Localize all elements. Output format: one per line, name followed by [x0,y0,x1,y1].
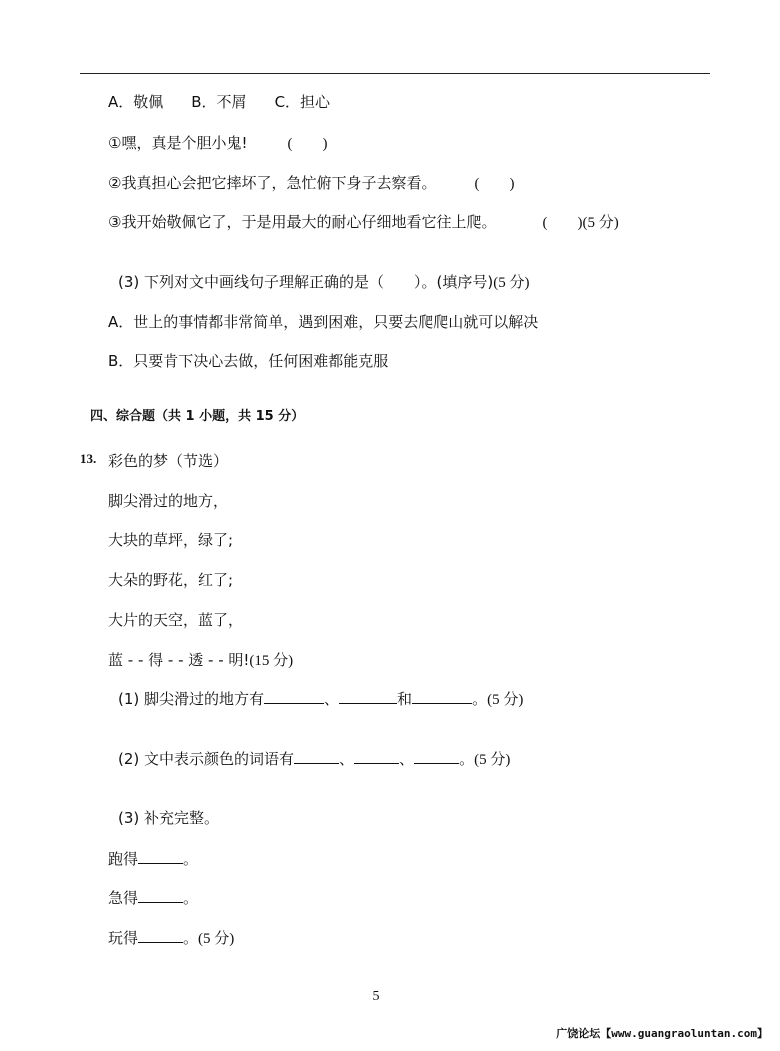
sub-question-1: (1) 脚尖滑过的地方有 、 和 。(5 分) [118,690,524,708]
q3-stem: (3) 下列对文中画线句子理解正确的是（ ）。(填序号)(5 分) [118,273,530,291]
fill-line-3: 玩得 。(5 分) [108,929,235,947]
score: (5 分) [493,275,530,291]
fill-blank[interactable] [412,689,472,704]
fill-blank[interactable] [339,689,397,704]
poem-line-2: 大块的草坪，绿了; [108,531,234,549]
option-a: A．敬佩 [108,93,164,111]
score: (5 分) [487,692,524,708]
score: (15 分) [249,653,294,669]
question-number: 13. [80,451,97,466]
section-heading: 四、综合题（共 1 小题，共 15 分） [90,409,305,424]
option-c: C．担心 [274,93,331,111]
answer-paren[interactable]: ( ) [542,215,583,231]
q3-option-a: A．世上的事情都非常简单，遇到困难，只要去爬爬山就可以解决 [108,313,539,331]
fill-blank[interactable] [354,749,399,764]
fill-blank[interactable] [138,928,183,943]
poem-line-5: 蓝 - - 得 - - 透 - - 明!(15 分) [108,651,294,669]
score: (5 分) [198,931,235,947]
sub-question-2: (2) 文中表示颜色的词语有 、 、 。(5 分) [118,750,511,768]
poem-line-3: 大朵的野花，红了; [108,571,234,589]
footer-link[interactable]: www.guangraoluntan.com [611,1027,757,1040]
fill-blank[interactable] [138,849,183,864]
fill-blank[interactable] [138,888,183,903]
fill-blank[interactable] [414,749,459,764]
poem-line-4: 大片的天空，蓝了， [108,611,244,629]
fill-line-1: 跑得 。 [108,850,199,868]
fill-line-2: 急得 。 [108,889,199,907]
score: (5 分) [474,752,511,768]
poem-line-1: 脚尖滑过的地方， [108,492,229,510]
page-number: 5 [372,989,380,1004]
sub-question-3: (3) 补充完整。 [118,809,220,827]
fill-blank[interactable] [294,749,339,764]
footer-watermark: 广饶论坛【www.guangraoluntan.com】 [556,1027,768,1040]
header-rule [80,73,710,74]
q3-option-b: B．只要肯下决心去做，任何困难都能克服 [108,352,389,370]
option-b: B．不屑 [191,93,247,111]
options-line [108,92,330,112]
q2-item-1: ①嘿，真是个胆小鬼! ( ) [108,134,328,152]
fill-blank[interactable] [264,689,324,704]
q2-item-3: ③我开始敬佩它了，于是用最大的耐心仔细地看它往上爬。 ( )(5 分) [108,213,619,231]
score: (5 分) [582,215,619,231]
answer-paren[interactable]: ( ) [474,176,515,192]
poem-title: 彩色的梦（节选） [108,452,229,470]
answer-paren[interactable]: ( ) [287,136,328,152]
q2-item-2: ②我真担心会把它摔坏了，急忙俯下身子去察看。 ( ) [108,174,515,192]
